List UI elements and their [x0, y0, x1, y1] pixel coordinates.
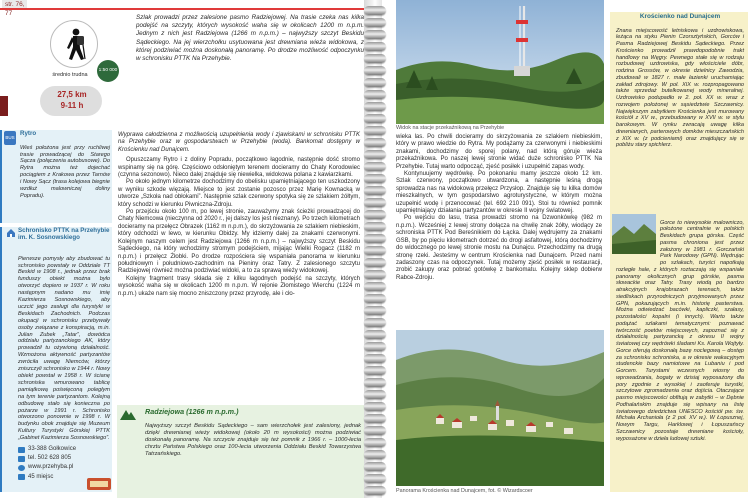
- binding-ring: [364, 30, 386, 39]
- phone: tel. 502 628 805: [28, 455, 72, 462]
- bus-icon: BUS: [4, 131, 16, 145]
- binding-ring: [364, 294, 386, 303]
- hiker-icon: [50, 20, 98, 68]
- website-row: [18, 463, 110, 472]
- photo-kroscienko-panorama: [396, 330, 604, 486]
- top-stripe: [0, 8, 368, 10]
- side-marker: [0, 96, 8, 116]
- binding-ring: [364, 90, 386, 99]
- rytro-text: Wieś położona jest przy ruchliwej trasie prowadzącej do Starego Sącza (połączenia autobusowe). Do Rytra można też dojechać pociągiem z Krakowa przez Tarnów i Nowy Sącz (trasa kolejowa biegnie wzdłuż malowniczej doliny Popradu).: [20, 144, 110, 199]
- right-main-paragraph: wieka las. Po chwili docieramy do skrzyżowania ze szlakiem niebieskim, który w prawo wiedzie do Rytra. My podążamy za czerwonymi i niebieskimi znakami, dochodzimy do sporej polany, nad którą góruje wieża przekaźnikowa. Po naszej lewej stronie widać duże schronisko PTTK Na Przehybie. Tutaj warto odpocząć, zjeść posiłek i uzupełnić zapas wody.: [396, 134, 602, 170]
- binding-ring: [364, 210, 386, 219]
- kroscienko-text: Znana miejscowość letniskowa i uzdrowiskowa, leżąca na styku Pienin Czorsztyńskich, Gorców i Pasma Radziejowej Beskidu Sądeckiego. Przez Krościenko prowadził prawdopodobnie trakt handlowy na Węgry. Pewnego stałe się w rodzaju rozbudowej uzdrowiska, gdy włościciele dóbr, rodzina Grossów, w okresie dzielnicy Zawodzia, zbudowali w 1827 r. małe łazienki uruchamiając zakład zdrojowy. W poł. XIX w. rozpropagowano także sprzedaż butelkowanej wody mineralnej. Uzdrowisko podupadło w 2. poł. XX w. wraz z rozwojem położonej w sąsiedztwie Szczawnicy. Największym zabytkiem Krościenka jest murowany kościół z XV w., przebudowany w XVII w. w stylu barokowym. W rynku zwracają uwagę kilka drewnianych, parterowych domków mieszczańskich z XIX w. (z podcieniami) oraz znajdujący się w pobliżu stary spichlerz.: [616, 27, 744, 149]
- binding-ring: [364, 342, 386, 351]
- left-main-paragraph: Po przejściu około 100 m, po lewej stronie, zauważymy znak ścieżki prowadzącej do Chaty Niemcowa (nieczynna od 2020 r., jej dalszy los jest nieznany). Po trzech kilometrach docieramy na przełęcz Obrazek (1162 m n.p.m.), do skrzyżowania ze szlakiem niebieskim, który odchodzi w lewo, w kierunku Obidzy. My idziemy dalej za znakami czerwonymi. Kolejnym naszym celem jest Radziejowa (1266 m n.p.m.) – najwyższy szczyt Beskidu Sądeckiego, na który wchodzimy stromym podejściem, mijając Wielki Rogacz (1182 m n.p.m.) i przełęcz Żłobki. Po drodze rozpościera się wspaniała panorama w kierunku południowym i południowo-zachodnim na Pieniny oraz Tatry. Z zalesionego szczytu Radziejowej również można podziwiać widoki, a to za sprawą wieży widokowej.: [118, 209, 360, 275]
- phone-icon: [18, 456, 25, 462]
- difficulty-label: średnio trudna: [52, 72, 88, 78]
- shelter-sign-icon: [86, 477, 112, 491]
- binding-ring: [364, 138, 386, 147]
- mountain-icon: [119, 407, 137, 421]
- binding-ring: [364, 114, 386, 123]
- left-main-paragraph: Kolejny fragment trasy składa się z kilku łagodnych podejść na szczyty, których wysokość waha się w okolicach 1200 m n.p.m. W rejonie Złomistego Wierchu (1224 m n.p.m.) ukaże nam się mocno zniszczony przez przyrodę, ale i cło-: [118, 275, 360, 297]
- binding-ring: [364, 222, 386, 231]
- photo-top-caption: Widok na stacje przekaźnikową na Przehybie: [396, 125, 505, 131]
- binding-ring: [364, 318, 386, 327]
- globe-icon: [18, 465, 25, 471]
- binding-ring: [364, 54, 386, 63]
- gorce-text-content: Gorce to niewysokie malowniczo, położone centralnie w polskich Beskidach grupa górska. Część pasma chroniona jest przez założony w 1981 r. Gorczański Park Narodowy (GPN). Wędrując po szlakach, turyści napotkają rozległe hale, z których roztaczają się wspaniałe panoramy okolicznych grup górskie, pasma słowackie oraz Tatry. Trasy wiodą po bardzo atrakcyjnych krajobrazach terenach, także siedliskach przyrodniczych przyjmowanych przez GPN, pokazujących m.in. historię pasterstwa. Można odwiedzać bacówki, kapliczki, szałasy, pozostałości kopalni (i innych). Warto także podążać szlakami tematycznymi: poznawać twórczość poetów miejscowych, zapoznać się z działalnością partyzancką z okresu II wojny światowej czy wędrówki śladami Ks. Karola Wojtyły. Gorce oferują doskonałą bazę noclegową – dostęp za schronisku schroniska, a w okresie wakacyjnym studenckie bazy namiotowe na Lubaniu i pod Gorcem. Turystami wczesnych wiosny do wprowadzania, bogaty w dzisiaj wyposażony dla pory zgodnie z wysokiej i zaoferuje turystki, szczytowe zgromadzenia oraz dojścia. Otaczające pasmo miejscowości obfitują w zabytki – w Dębnie Podhalańskim znajduje się wpisany na listę światowego dziedzictwa UNESCO kościół pw. św. Michała Archanioła (z 2 poł. XV w.). W Łopusznej, Nowym Targu, Harklowej i Łopuszańscy Szczawnicy pozostaje drewniane kościoły, wyposażone w dzieła ludowej sztuki.: [616, 219, 744, 442]
- route-stats-badge: [40, 86, 102, 116]
- binding-ring: [364, 426, 386, 435]
- page-number: str. 76, 77: [2, 0, 27, 9]
- right-main-text: [396, 134, 602, 282]
- binding-ring: [364, 330, 386, 339]
- left-main-paragraph: Po około jednym kilometrze dochodzimy do obelisku upamiętniającego ten uszkodzony w wyniku szkode więzają. Miejsce to jest zostanie pozosco przez Marię Kownacką w utworze „Szkoła nad obłokami”. Następnie szlak czerwony spotyka się ze szlakiem żółtym, który schodzi w kierunku Piwniczna-Zdroju.: [118, 179, 360, 208]
- binding-ring: [364, 78, 386, 87]
- shelter-title: Schronisko PTTK na Przehybie im. K. Sosnowskiego: [18, 227, 110, 241]
- right-main-paragraph: Kontynuujemy wędrówkę. Po pokonaniu mamy jeszcze około 12 km. Szlak czerwony, początkowo utwardzona, a następnie leśną drogą sprowadza nas na widokową przełęcz Przysłop. Znajduje się tu kilka domów mieszkalnych, w tym gospodarstwo agroturystyczne, w którym można uzupełnić wodę i przenocować (tel. 692 210 091). Stoi tu również pomnik upamiętniający działania partyzantów w okresie II wojny światowej.: [396, 171, 602, 215]
- binding-ring: [364, 186, 386, 195]
- address: 33-388 Gołkowice: [28, 446, 77, 452]
- binding-ring: [364, 270, 386, 279]
- binding-ring: [364, 486, 386, 495]
- binding-ring: [364, 474, 386, 483]
- address-row: [18, 445, 110, 454]
- binding-ring: [364, 282, 386, 291]
- rytro-title: Rytro: [20, 130, 37, 137]
- beds: 45 miejsc: [28, 473, 54, 480]
- kroscienko-title: Krościenko nad Dunajcem: [639, 13, 721, 20]
- right-page: [382, 0, 750, 498]
- binding-ring: [364, 234, 386, 243]
- binding-ring: [364, 18, 386, 27]
- binding-ring: [364, 402, 386, 411]
- radziejowa-text: Najwyższy szczyt Beskidu Sądeckiego – sam wierzchołek jest zalesiony, jednak dzięki drewnianej wieży widokowej (około 20 m wysokości) można podziwiać doskonałą panoramę. Na szczycie znajduje się też pomnik z 1966 r. – 1000-lecia chrztu Państwa Polskiego oraz 100-lecia utworzenia Oddziału Beskid Towarzystwa Tatrzańskiego.: [145, 422, 361, 457]
- left-main-text: [118, 132, 360, 298]
- binding-ring: [364, 438, 386, 447]
- map-badge: 1:50 000: [97, 60, 119, 82]
- binding-ring: [364, 162, 386, 171]
- route-distance: 27,5 km: [57, 90, 87, 99]
- envelope-icon: [18, 447, 25, 453]
- binding-ring: [364, 450, 386, 459]
- binding-ring: [364, 366, 386, 375]
- binding-ring: [364, 174, 386, 183]
- kroscienko-info-box: [610, 12, 748, 212]
- right-main-paragraph: Po wejściu do lasu, trasa prowadzi stromo na Dzwonkówkę (982 m n.p.m.). Wcześniej z lewej strony dołącza na chwilę znak żółty, wiodący ze schroniska PTTK Pod Bereśnikiem do Łącka. Dalej wędrujemy za znakami GSB, by po pięciu kilometrach dotrzeć do drogi asfaltowej, którą dochodzimy do widocznego po lewej stronie mostu na Dunajcu. Przechodzimy na drugą stronę rzeki. Jesteśmy w centrum Krościenka nad Dunajcem. Przed nami zadaszony czas na odpoczynek. Tutaj możemy zjeść posiłek w restauracji, zrobić zakupy oraz pobrać gotówkę z bankomatu. Kolejny sklep dobierw Rabce-Zdroju.: [396, 215, 602, 281]
- photo-bottom-caption: Panorama Krościenka nad Dunajcem, fot. © Wizardscoer: [396, 488, 533, 494]
- gorce-info-box: [610, 212, 748, 492]
- binding-ring: [364, 414, 386, 423]
- bed-icon: [18, 474, 25, 480]
- binding-ring: [364, 102, 386, 111]
- website[interactable]: www.przehyba.pl: [28, 464, 74, 471]
- route-time: 9-11 h: [60, 101, 84, 110]
- shelter-text: Pierwsze pomysły aby zbudować tu schronisko powstały w Oddziale TT Beskid w 1908 r., jednak przez brak funduszy obiekt można było otworzyć dopiero w 1937 r. W roku następnym nadano mu imię Kazimierza Sosnowskiego, aby uczcić jego zasługi dla turystyki w Beskidach Zachodnich. Podczas okupacji w schronisku przebywały osoby związane z konspiracją, m.in. Julian Zubek „Tatar”, dowódca oddziału partyzanckiego AK, który prowadził tu ożywioną działalność. Wzmożona aktywność partyzantów zwróciła uwagę Niemców, którzy zniszczyli schronisko w 1944 r. Nowy obiekt powstał w 1958 r. W ścianę schroniska wmurowano tablicę pamiątkową poświęconą poległym na tym terenie partyzantom. Kolejną odbudowę stało się konieczna po pożarze w 1991 r. Schronisko otworzono ponownie w 1998 r. W budynku obok znajduje się Muzeum Kultury Turystyki Górskiej PTTK „Gabinet Kazimierza Sosnowskiego”.: [18, 255, 110, 442]
- shelter-icon: [6, 228, 16, 238]
- binding-ring: [364, 462, 386, 471]
- radziejowa-title: Radziejowa (1266 m n.p.m.): [145, 407, 239, 416]
- binding-ring: [364, 126, 386, 135]
- binding-ring: [364, 246, 386, 255]
- thumbnail-spacer: [616, 220, 660, 262]
- left-main-paragraph: Wyprawa całodzienna z możliwością uzupełnienia wody i zjawiskami w schronisku PTTK na Przehybie oraz w gospodarstwach w Przehybie (woda). Bankomat dostępny w Krościenku nad Dunajcem.: [118, 132, 360, 153]
- left-page: [0, 0, 368, 498]
- left-main-paragraph: Opuszczamy Rytro i z doliny Popradu, początkowo łagodnie, następnie dość stromo wspinamy się na górę. Częściowo odsłoniętym terenem docieramy do Chaty Korodowiec (czynna sezonowo). Nieco dalej znajduje się niewielka, widokowa polana z kawiarzkami.: [118, 157, 360, 179]
- binding-ring: [364, 306, 386, 315]
- binding-rings: [364, 0, 386, 498]
- gorce-text: [616, 220, 744, 443]
- binding-ring: [364, 6, 386, 15]
- rytro-info-box: [0, 130, 112, 223]
- route-intro: Szlak prowadzi przez zalesione pasmo Radziejowej. Na trasie czeka nas kilka podejść na szczyty, których wysokość waha się w okolicach 1200 m n.p.m. Jednym z nich jest Radziejowa (1266 m n.p.m.) – najwyższy szczyt Beskidu Sądeckiego. Na jej wierzchołku usytuowana jest drewniana wieża widokowa, z której podziwiać można doskonałą panoramę. Po drodze możliwość odpoczynku w schronisku PTTK Na Przehybie.: [136, 14, 364, 63]
- binding-ring: [364, 258, 386, 267]
- binding-ring: [364, 42, 386, 51]
- binding-ring: [364, 150, 386, 159]
- phone-row: [18, 454, 110, 463]
- binding-ring: [364, 198, 386, 207]
- photo-transmitter-tower: [396, 0, 604, 124]
- shelter-info-box: [0, 227, 112, 492]
- binding-ring: [364, 378, 386, 387]
- binding-ring: [364, 66, 386, 75]
- binding-ring: [364, 390, 386, 399]
- binding-ring: [364, 354, 386, 363]
- radziejowa-info-box: [117, 405, 365, 498]
